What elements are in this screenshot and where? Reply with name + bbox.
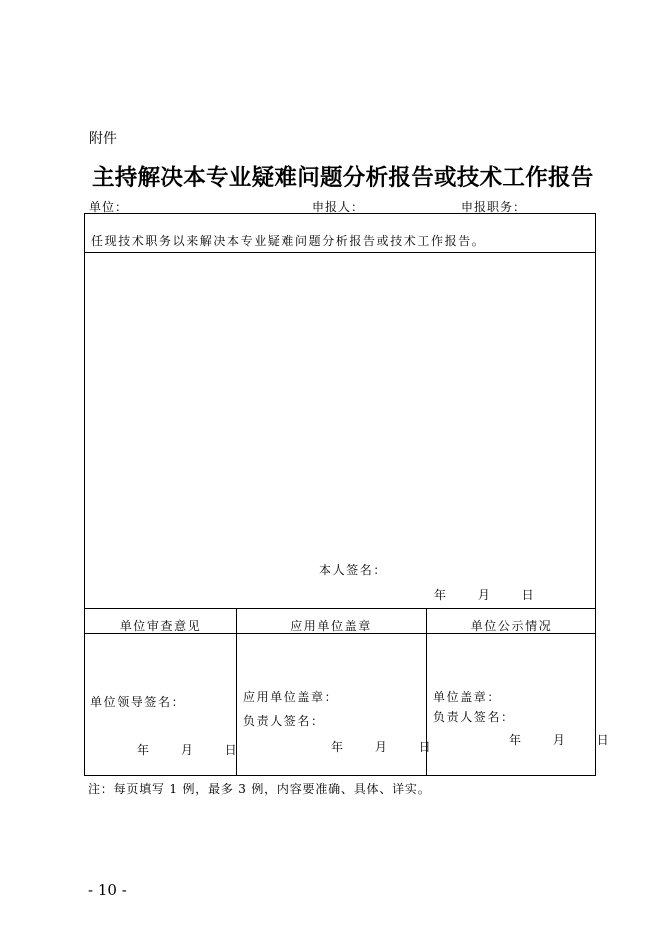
publicity-date: 年 月 日 bbox=[509, 733, 623, 747]
unit-label: 单位： bbox=[89, 200, 129, 214]
page-title: 主持解决本专业疑难问题分析报告或技术工作报告 bbox=[92, 165, 594, 191]
row-divider bbox=[85, 252, 595, 253]
report-form-table bbox=[84, 213, 623, 776]
footnote: 注：每页填写 1 例，最多 3 例，内容要准确、具体、详实。 bbox=[88, 782, 431, 796]
seal-responsible-signature: 负责人签名： bbox=[243, 714, 325, 728]
applicant-label: 申报人： bbox=[312, 200, 365, 214]
review-header: 单位审查意见 bbox=[119, 619, 202, 633]
self-signature-label: 本人签名： bbox=[319, 563, 388, 577]
row-divider bbox=[85, 608, 595, 609]
position-label: 申报职务： bbox=[461, 200, 527, 214]
publicity-header: 单位公示情况 bbox=[470, 619, 553, 633]
seal-line: 应用单位盖章： bbox=[243, 690, 339, 704]
seal-header: 应用单位盖章 bbox=[290, 619, 372, 633]
review-date: 年 月 日 bbox=[137, 743, 251, 757]
self-date: 年 月 日 bbox=[434, 588, 548, 602]
attachment-label: 附件 bbox=[89, 131, 117, 147]
publicity-responsible-signature: 负责人签名： bbox=[433, 710, 515, 724]
instruction-text: 任现技术职务以来解决本专业疑难问题分析报告或技术工作报告。 bbox=[91, 234, 486, 248]
seal-date: 年 月 日 bbox=[331, 740, 445, 754]
page-number: - 10 - bbox=[88, 881, 127, 899]
publicity-seal-line: 单位盖章： bbox=[433, 690, 502, 704]
leader-signature-label: 单位领导签名： bbox=[90, 695, 186, 709]
